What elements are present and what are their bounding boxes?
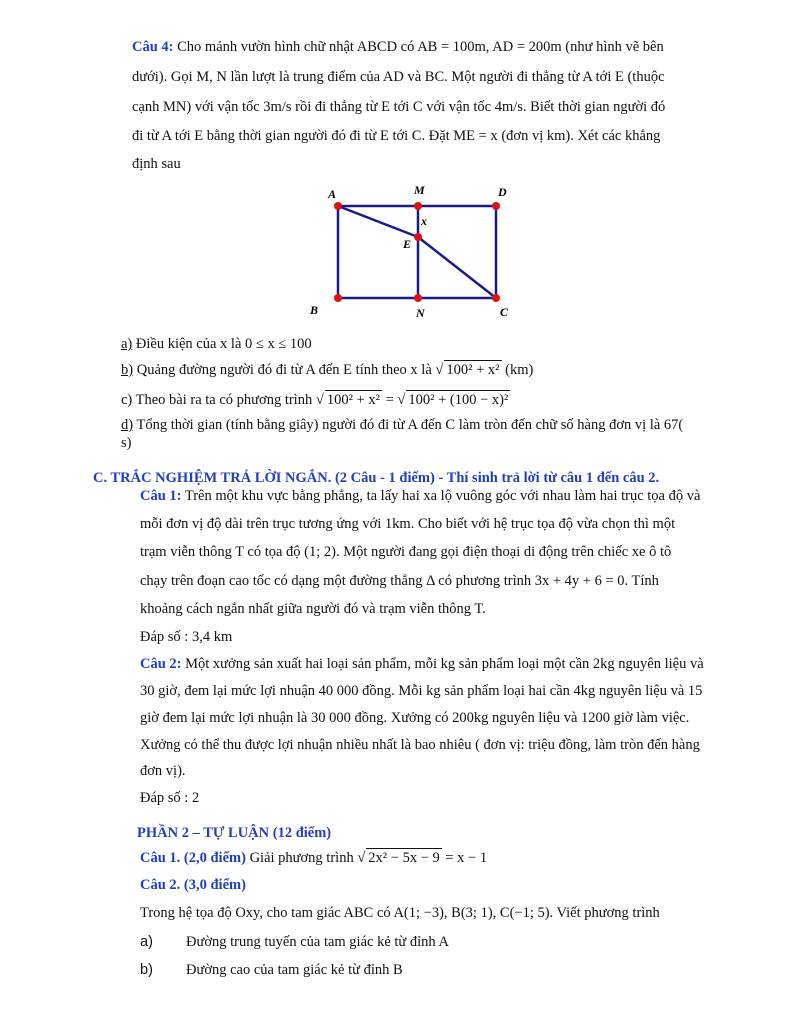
label-d: D	[498, 185, 507, 199]
sc-q2-line-4: Xưởng có thể thu được lợi nhuận nhiều nhất là bao nhiêu ( đơn vị: triệu đồng, làm tròn đến hàng	[140, 737, 700, 753]
label-n: N	[416, 306, 425, 320]
section-c-title: C. TRẮC NGHIỆM TRẢ LỜI NGẮN. (2 Câu - 1 điểm) - Thí sinh trả lời từ câu 1 đến câu 2.	[93, 470, 660, 486]
q4-line-1: Câu 4: Cho mảnh vườn hình chữ nhật ABCD có AB = 100m, AD = 200m (như hình vẽ bên	[132, 39, 664, 55]
point-m	[414, 202, 422, 210]
label-x: x	[421, 214, 427, 228]
part2-qa: a) Đường trung tuyến của tam giác kẻ từ đỉnh A	[140, 934, 449, 950]
point-b	[334, 294, 342, 302]
sc-q2-line-2: 30 giờ, đem lại mức lợi nhuận 40 000 đồng. Mỗi kg sản phẩm loại hai cần 4kg nguyên liệu và 15	[140, 683, 703, 699]
q4-line-5: định sau	[132, 156, 181, 172]
part2-q1: Câu 1. (2,0 điểm) Giải phương trình √ 2x² − 5x − 9 = x − 1	[140, 850, 488, 866]
part2-qb: b) Đường cao của tam giác kẻ từ đỉnh B	[140, 962, 403, 978]
sc-q2-line-1: Câu 2: Một xưởng sản xuất hai loại sản phẩm, mỗi kg sản phẩm loại một cần 2kg nguyên liệu và	[140, 656, 704, 672]
statement-d: d) Tổng thời gian (tính bằng giây) người đó đi từ A đến C làm tròn đến chữ số hàng đơn vị là 67(	[121, 417, 684, 433]
rectangle-diagram	[300, 180, 530, 320]
part2-q2-text: Trong hệ tọa độ Oxy, cho tam giác ABC có A(1; −3), B(3; 1), C(−1; 5). Viết phương trình	[140, 905, 660, 921]
sc-q1-line-5: khoảng cách ngắn nhất giữa người đó và trạm viễn thông T.	[140, 601, 486, 617]
p2-q1-radicand: 2x² − 5x − 9	[368, 850, 440, 866]
sc-q1-line-4: chạy trên đoạn cao tốc có dạng một đường thẳng Δ có phương trình 3x + 4y + 6 = 0. Tính	[140, 573, 659, 589]
segment-ae	[338, 206, 418, 237]
sc-q1-line-2: mỗi đơn vị độ dài trên trục tương ứng với 1km. Cho biết với hệ trục tọa độ vừa chọn thì một	[140, 516, 676, 532]
q4-line-2: dưới). Gọi M, N lần lượt là trung điểm của AD và BC. Một người đi thẳng từ A tới E (thuộc	[132, 69, 665, 85]
point-a	[334, 202, 342, 210]
label-m: M	[414, 183, 425, 197]
segment-ec	[418, 237, 496, 298]
point-e	[414, 233, 422, 241]
sc-q2-line-5: đơn vị).	[140, 763, 186, 779]
statement-a: a) Điều kiện của x là 0 ≤ x ≤ 100	[121, 336, 312, 352]
sc-q1-answer: Đáp số : 3,4 km	[140, 629, 233, 645]
point-d	[492, 202, 500, 210]
sc-q2-answer: Đáp số : 2	[140, 790, 200, 806]
q4-line-3: cạnh MN) với vận tốc 3m/s rồi đi thẳng từ E tới C với vận tốc 4m/s. Biết thời gian người đó	[132, 99, 666, 115]
sc-q1-line-3: trạm viễn thông T có tọa độ (1; 2). Một người đang gọi điện thoại di động trên chiếc xe ô tô	[140, 544, 672, 560]
sc-q1-line-1: Câu 1: Trên một khu vực bằng phẳng, ta lấy hai xa lộ vuông góc với nhau làm hai trục tọa độ và	[140, 488, 701, 504]
c-radicand-right: 100² + (100 − x)²	[408, 392, 509, 408]
c-radicand-left: 100² + x²	[326, 392, 380, 408]
sc-q2-line-3: giờ đem lại mức lợi nhuận là 30 000 đồng. Xưởng có 200kg nguyên liệu và 1200 giờ làm việc.	[140, 710, 690, 726]
point-n	[414, 294, 422, 302]
b-radicand: 100² + x²	[446, 362, 500, 378]
q4-line-4: đi từ A tới E bằng thời gian người đó đi từ E tới C. Đặt ME = x (đơn vị km). Xét các khẳng	[132, 128, 661, 144]
point-c	[492, 294, 500, 302]
statement-d-cont: s)	[121, 435, 132, 451]
statement-c: c) Theo bài ra ta có phương trình √ 100² + x² = √ 100² + (100 − x)²	[121, 392, 509, 408]
label-b: B	[310, 303, 319, 317]
statement-b: b) Quảng đường người đó đi từ A đến E tính theo x là √ 100² + x² (km)	[121, 362, 534, 378]
part2-q2-label: Câu 2. (3,0 điểm)	[140, 877, 246, 893]
q4-label: Câu 4:	[132, 39, 174, 55]
part2-title: PHẦN 2 – TỰ LUẬN (12 điểm)	[137, 825, 332, 841]
label-c: C	[500, 305, 509, 319]
label-e: E	[403, 237, 412, 251]
label-a: A	[328, 187, 337, 201]
